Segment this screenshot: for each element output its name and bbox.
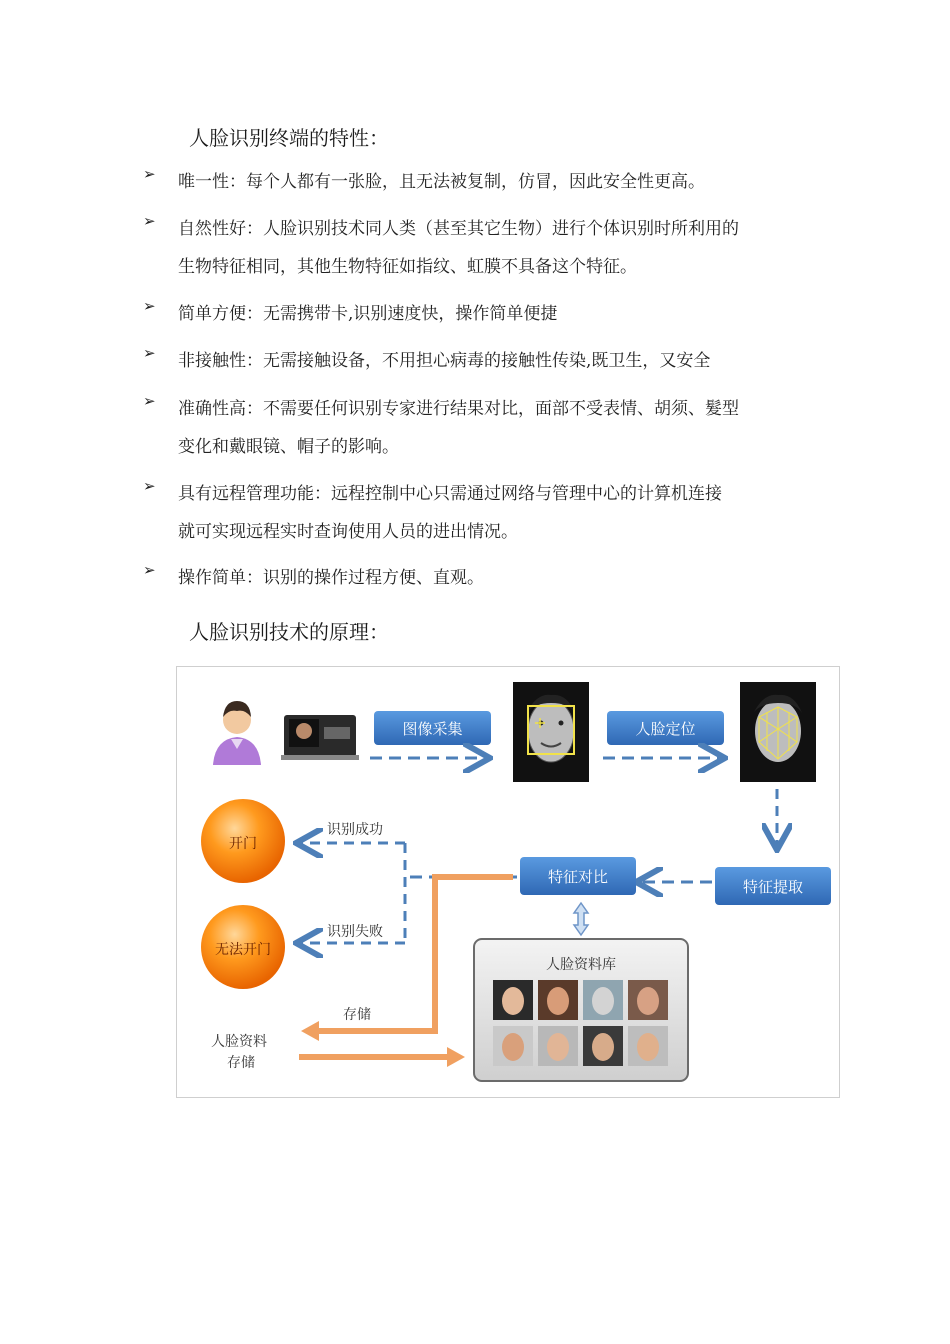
orange-arrowhead-right: [447, 1047, 465, 1067]
face-data-store-label-2: 存储: [227, 1055, 255, 1071]
face-photo-mesh-icon: [740, 682, 816, 782]
cannot-open-label: 无法开门: [215, 942, 271, 958]
face-photo-detected-icon: [513, 682, 589, 782]
face-terminal-device-icon: [281, 715, 359, 760]
list-item-text: 准确性高：不需要任何识别专家进行结果对比，面部不受表情、胡须、髮型: [178, 399, 739, 419]
list-item-text: 操作简单：识别的操作过程方便、直观。: [178, 568, 484, 588]
double-arrow-icon: [574, 903, 588, 935]
feature-extract-label: 特征提取: [742, 878, 803, 896]
list-item-text: 自然性好：人脸识别技术同人类（甚至其它生物）进行个体识别时所利用的: [178, 219, 739, 239]
face-recognition-flow-diagram: [176, 666, 840, 1098]
list-item-text-continued: 就可实现远程实时查询使用人员的进出情况。: [178, 522, 518, 542]
face-locate-label: 人脸定位: [635, 720, 696, 738]
face-data-store-label: 人脸资料: [211, 1034, 267, 1050]
feature-compare-label: 特征对比: [547, 868, 608, 886]
section-heading-features: 人脸识别终端的特性：: [189, 126, 389, 150]
list-item-text: 非接触性：无需接触设备，不用担心病毒的接触性传染,既卫生，又安全: [178, 351, 711, 371]
fail-label: 识别失败: [327, 924, 383, 940]
list-item: [143, 475, 823, 551]
list-item: [143, 163, 823, 201]
bullet-arrow-icon: ➢: [143, 561, 156, 579]
bullet-arrow-icon: ➢: [143, 297, 156, 315]
bullet-arrow-icon: ➢: [143, 477, 156, 495]
bullet-arrow-icon: ➢: [143, 392, 156, 410]
orange-arrowhead-left: [301, 1021, 319, 1041]
database-label: 人脸资料库: [546, 957, 616, 973]
list-item-text: 简单方便：无需携带卡,识别速度快，操作简单便捷: [178, 304, 558, 324]
success-label: 识别成功: [327, 822, 383, 838]
list-item-text-continued: 变化和戴眼镜、帽子的影响。: [178, 437, 399, 457]
list-item: [143, 559, 823, 597]
list-item: [143, 210, 823, 286]
bullet-arrow-icon: ➢: [143, 165, 156, 183]
list-item-text-continued: 生物特征相同，其他生物特征如指纹、虹膜不具备这个特征。: [178, 257, 637, 277]
person-icon: [213, 701, 261, 765]
list-item: [143, 390, 823, 466]
list-item: [143, 342, 823, 380]
bullet-arrow-icon: ➢: [143, 344, 156, 362]
section-heading-principle: 人脸识别技术的原理：: [189, 620, 389, 644]
store-label: 存储: [343, 1007, 371, 1023]
list-item-text: 唯一性：每个人都有一张脸，且无法被复制，仿冒，因此安全性更高。: [178, 172, 705, 192]
list-item: [143, 295, 823, 333]
open-door-label: 开门: [229, 836, 257, 852]
bullet-arrow-icon: ➢: [143, 212, 156, 230]
image-capture-label: 图像采集: [402, 720, 463, 738]
list-item-text: 具有远程管理功能：远程控制中心只需通过网络与管理中心的计算机连接: [178, 484, 722, 504]
